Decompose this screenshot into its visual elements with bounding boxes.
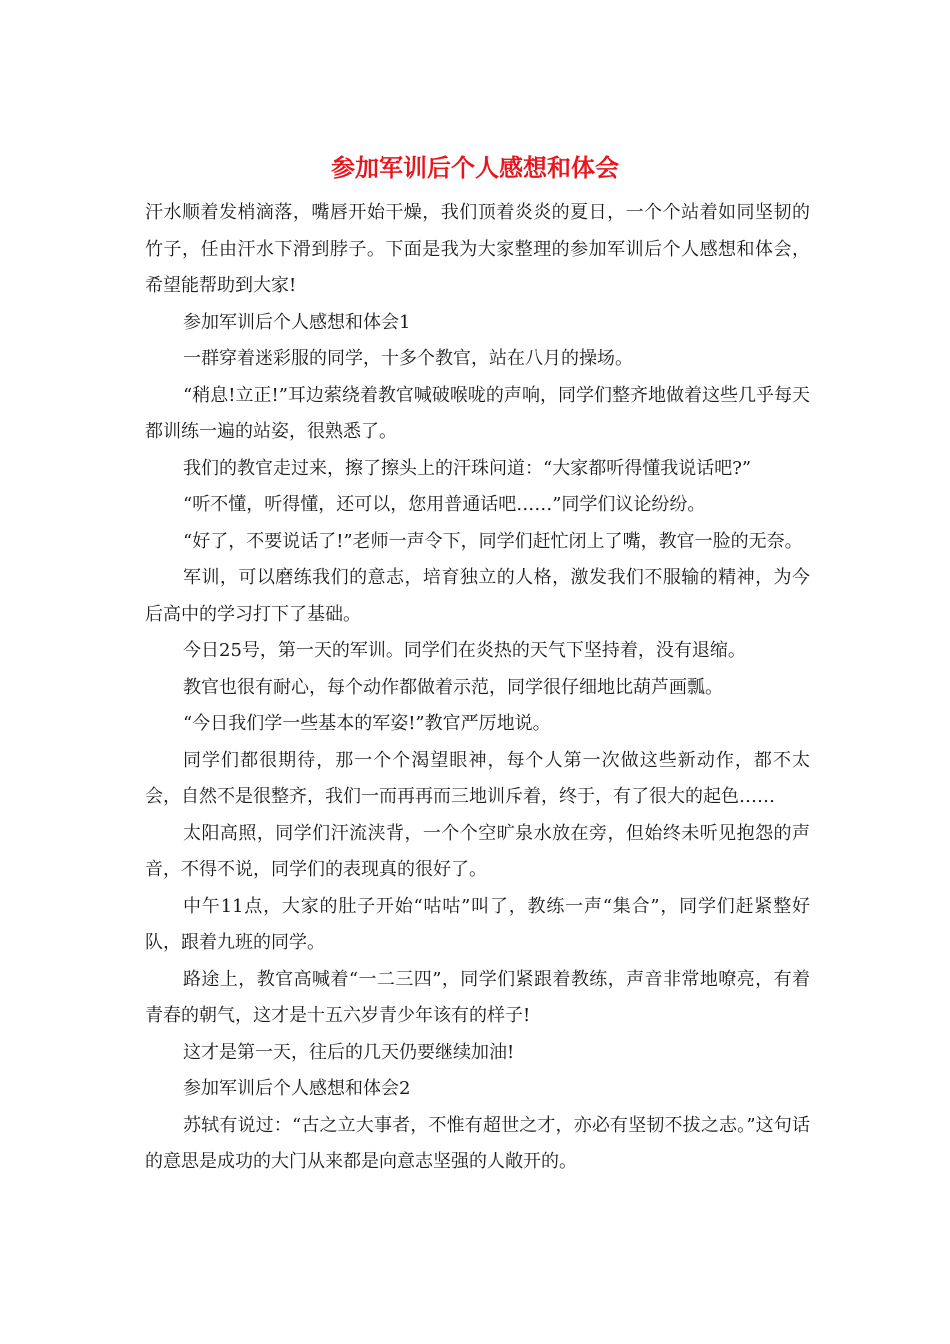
paragraph: 一群穿着迷彩服的同学，十多个教官，站在八月的操场。: [183, 348, 633, 369]
paragraph: “今日我们学一些基本的军姿!”教官严厉地说。: [183, 713, 551, 734]
paragraph: 同学们都很期待，那一个个渴望眼神，每个人第一次做这些新动作，都不太会，自然不是很整齐，我们一而再再而三地训斥着，终于，有了很大的起色……: [145, 749, 810, 807]
document-title: 参加军训后个人感想和体会: [331, 153, 619, 182]
paragraph-intro: 汗水顺着发梢滴落，嘴唇开始干燥，我们顶着炎炎的夏日，一个个站着如同坚韧的竹子，任由汗水下滑到脖子。下面是我为大家整理的参加军训后个人感想和体会，希望能帮助到大家!: [145, 202, 810, 296]
document-body: [145, 195, 810, 1181]
paragraph: 教官也很有耐心，每个动作都做着示范，同学很仔细地比葫芦画瓢。: [183, 676, 723, 698]
section-heading-2: 参加军训后个人感想和体会2: [183, 1078, 411, 1099]
paragraph: “稍息!立正!”耳边萦绕着教官喊破喉咙的声响，同学们整齐地做着这些几乎每天都训练一遍的站姿，很熟悉了。: [145, 384, 810, 442]
paragraph: 军训，可以磨练我们的意志，培育独立的人格，激发我们不服输的精神，为今后高中的学习打下了基础。: [145, 567, 810, 625]
paragraph: 我们的教官走过来，擦了擦头上的汗珠问道：“大家都听得懂我说话吧?”: [183, 457, 752, 479]
paragraph: “听不懂，听得懂，还可以，您用普通话吧……”同学们议论纷纷。: [183, 494, 706, 515]
paragraph: “好了，不要说话了!”老师一声令下，同学们赶忙闭上了嘴，教官一脸的无奈。: [183, 530, 803, 552]
section-heading-1: 参加军训后个人感想和体会1: [183, 311, 411, 333]
paragraph: 中午11点，大家的肚子开始“咕咕”叫了，教练一声“集合”，同学们赶紧整好队，跟着九班的同学。: [145, 895, 810, 953]
paragraph: 今日25号，第一天的军训。同学们在炎热的天气下坚持着，没有退缩。: [183, 640, 746, 661]
paragraph: 这才是第一天，往后的几天仍要继续加油!: [183, 1041, 515, 1063]
paragraph: 路途上，教官高喊着“一二三四”，同学们紧跟着教练，声音非常地嘹亮，有着青春的朝气，这才是十五六岁青少年该有的样子!: [145, 968, 810, 1026]
paragraph: 苏轼有说过：“古之立大事者，不惟有超世之才，亦必有坚韧不拔之志。”这句话的意思是成功的大门从来都是向意志坚强的人敞开的。: [145, 1114, 810, 1172]
paragraph: 太阳高照，同学们汗流浃背，一个个空旷泉水放在旁，但始终未听见抱怨的声音，不得不说，同学们的表现真的很好了。: [145, 822, 810, 880]
